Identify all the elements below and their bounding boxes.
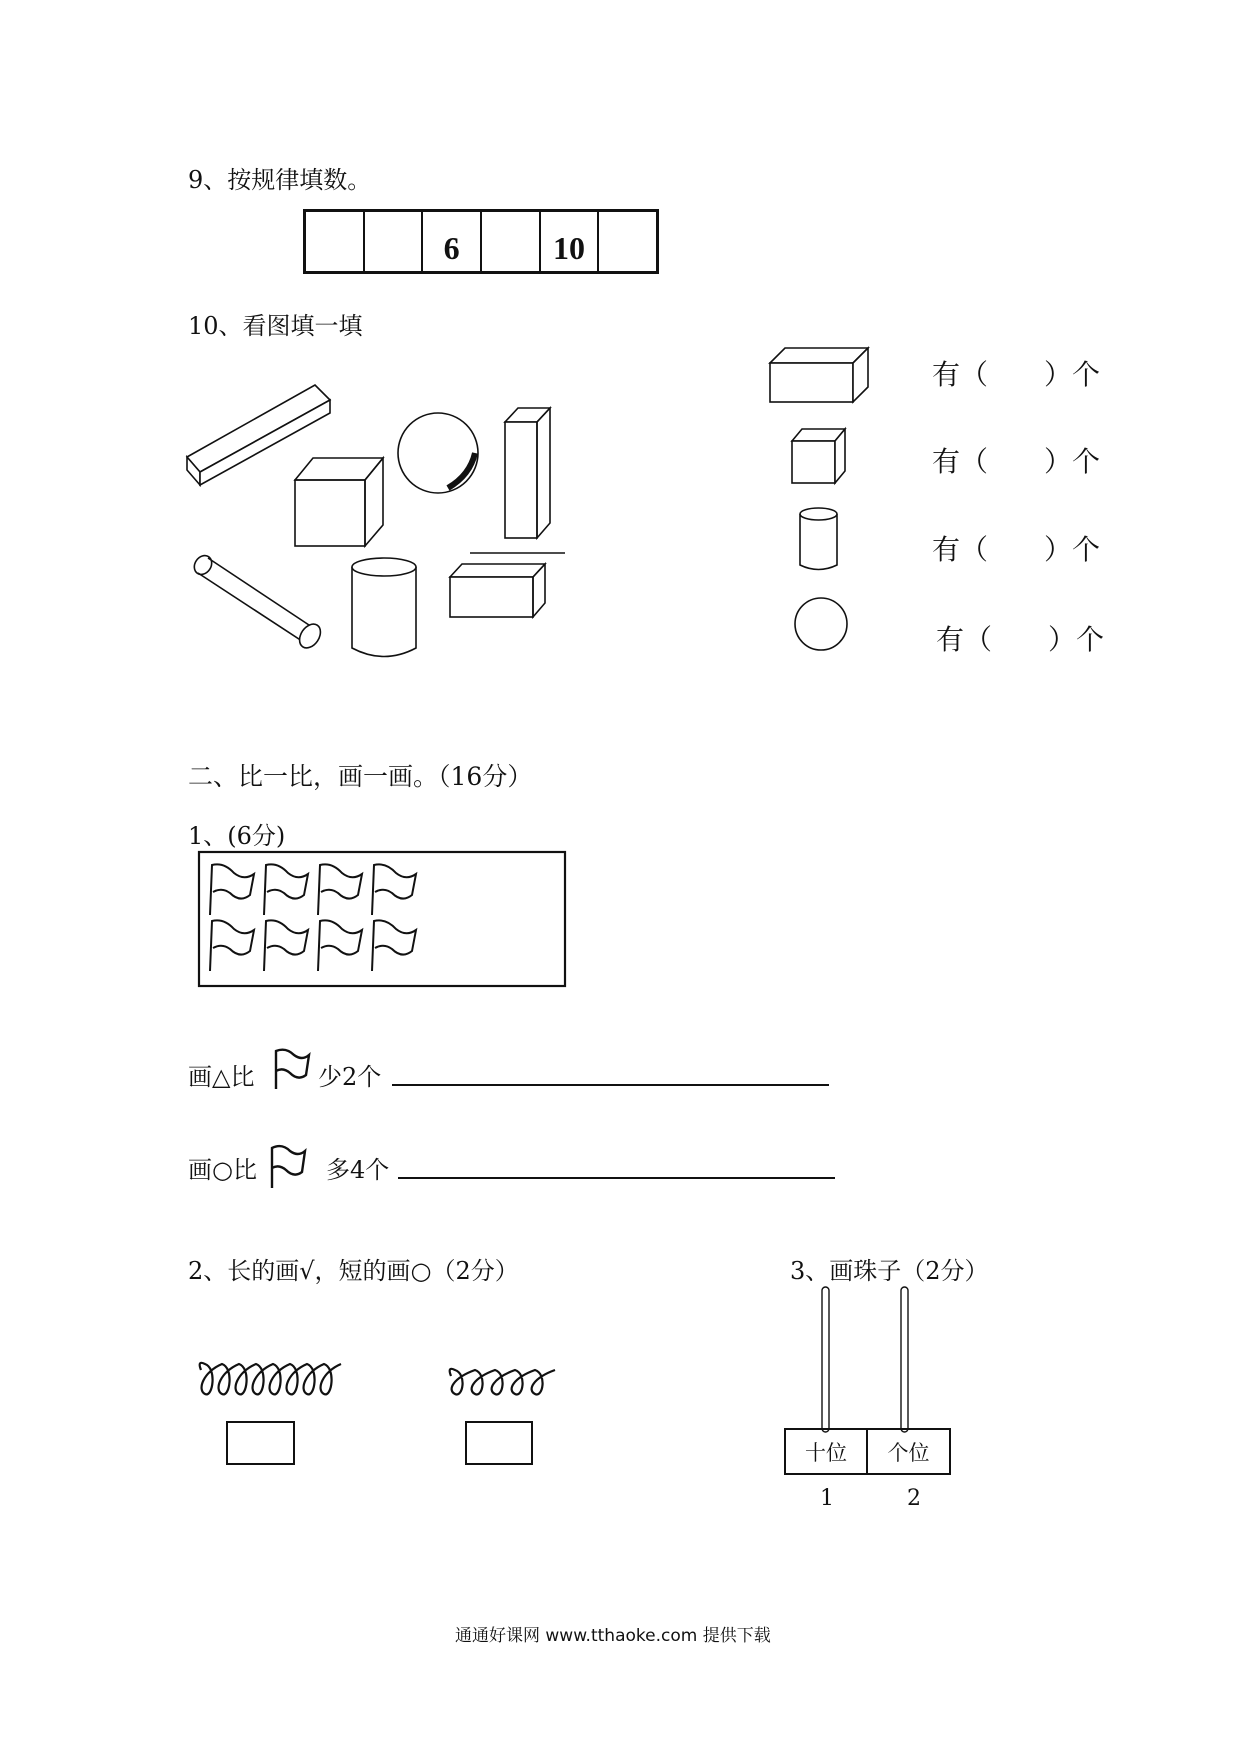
sequence-cell[interactable]: [599, 212, 656, 271]
tall-prism-icon: [505, 408, 550, 538]
q9-title: 9、按规律填数。: [188, 166, 372, 194]
tens-rod-icon: [822, 1287, 829, 1432]
answer-box-short[interactable]: [465, 1421, 533, 1465]
answer-box-long[interactable]: [226, 1421, 295, 1465]
cylinder-icon: [797, 505, 842, 573]
sequence-cell[interactable]: [306, 212, 365, 271]
section2-title: 二、比一比，画一画。（16分）: [188, 762, 533, 791]
q2-title: 2、长的画√，短的画○（2分）: [188, 1257, 519, 1285]
draw-circle-suffix: 多4个: [326, 1156, 390, 1184]
answer-cube[interactable]: 有（ ）个: [932, 445, 1101, 478]
roller-cylinder-icon: [191, 552, 325, 652]
long-bar-icon: [187, 385, 330, 485]
answer-sphere[interactable]: 有（ ）个: [936, 623, 1105, 656]
answer-line-triangle[interactable]: [392, 1084, 829, 1086]
footer-text: 通通好课网 www.tthaoke.com 提供下载: [455, 1626, 771, 1646]
abacus-tens-label: 十位: [784, 1428, 868, 1475]
abacus-rods: [815, 1285, 925, 1435]
ones-rod-icon: [901, 1287, 908, 1432]
abacus-tens-number: 1: [820, 1486, 834, 1511]
abacus-ones-number: 2: [907, 1486, 921, 1511]
flag-icon: [318, 864, 362, 915]
q1-title: 1、(6分): [188, 822, 286, 850]
sequence-cell[interactable]: 10: [541, 212, 600, 271]
sequence-cell[interactable]: 6: [423, 212, 482, 271]
flag-icon: [210, 920, 254, 971]
q10-title: 10、看图填一填: [188, 312, 363, 340]
q3-title: 3、画珠子（2分）: [790, 1257, 989, 1285]
sphere-icon: [398, 413, 478, 493]
flag-icon: [372, 920, 416, 971]
cylinder-icon: [352, 558, 416, 657]
cuboid-icon: [450, 564, 545, 617]
flag-icon: [268, 1142, 308, 1190]
sequence-cell[interactable]: [365, 212, 424, 271]
answer-line-circle[interactable]: [398, 1177, 835, 1179]
answer-cylinder[interactable]: 有（ ）个: [932, 533, 1101, 566]
sequence-cell[interactable]: [482, 212, 541, 271]
shapes-illustration: [180, 375, 580, 675]
draw-triangle-suffix: 少2个: [318, 1063, 382, 1091]
cube-icon: [295, 458, 383, 546]
long-spring-icon: [195, 1352, 350, 1400]
draw-triangle-prefix: 画△比: [188, 1063, 255, 1091]
flag-icon: [264, 920, 308, 971]
flag-box: [198, 851, 568, 991]
flag-icon: [210, 864, 254, 915]
draw-circle-prefix: 画○比: [188, 1156, 257, 1184]
flag-icon: [272, 1047, 312, 1091]
answer-cuboid[interactable]: 有（ ）个: [932, 358, 1101, 391]
cube-icon: [790, 426, 850, 486]
sequence-table: [303, 209, 659, 274]
flag-icon: [264, 864, 308, 915]
flag-icon: [372, 864, 416, 915]
flag-icon: [318, 920, 362, 971]
sphere-icon: [793, 596, 849, 652]
short-spring-icon: [447, 1358, 567, 1398]
abacus-ones-label: 个位: [866, 1428, 951, 1475]
cuboid-icon: [770, 345, 870, 405]
